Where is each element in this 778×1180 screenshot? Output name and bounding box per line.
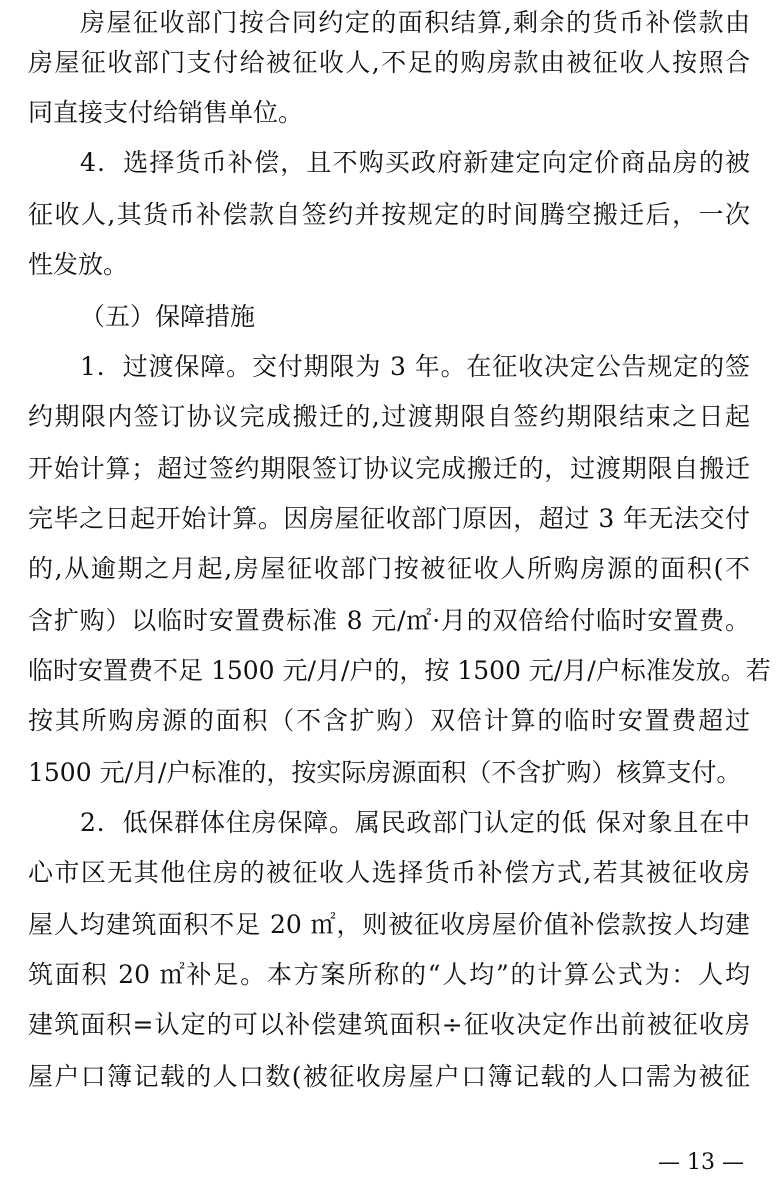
- body-text-line: 开始计算；超过签约期限签订协议完成搬迁的，过渡期限自搬迁: [28, 454, 750, 483]
- body-text-line: 临时安置费不足 1500 元/月/户的，按 1500 元/月/户标准发放。若: [28, 656, 771, 685]
- body-text-line: 房屋征收部门支付给被征收人,不足的购房款由被征收人按照合: [28, 48, 750, 77]
- body-text-line: 含扩购）以临时安置费标准 8 元/㎡·月的双倍给付临时安置费。: [28, 606, 750, 635]
- body-text-line: 1500 元/月/户标准的，按实际房源面积（不含扩购）核算支付。: [28, 758, 742, 787]
- body-text-line: 4．选择货币补偿，且不购买政府新建定向定价商品房的被: [80, 148, 750, 177]
- page-number: — 13 —: [658, 1150, 744, 1175]
- body-text-line: 约期限内签订协议完成搬迁的,过渡期限自签约期限结束之日起: [28, 402, 750, 431]
- body-text-line: 按其所购房源的面积（不含扩购）双倍计算的临时安置费超过: [28, 706, 750, 735]
- body-text-line: 同直接支付给销售单位。: [28, 98, 304, 127]
- body-text-line: 心市区无其他住房的被征收人选择货币补偿方式,若其被征收房: [28, 858, 750, 887]
- body-text-line: 2．低保群体住房保障。属民政部门认定的低 保对象且在中: [80, 808, 750, 837]
- body-text-line: 屋户口簿记载的人口数(被征收房屋户口簿记载的人口需为被征: [28, 1062, 750, 1091]
- body-text-line: 屋人均建筑面积不足 20 ㎡，则被征收房屋价值补偿款按人均建: [28, 910, 750, 939]
- body-text-line: 完毕之日起开始计算。因房屋征收部门原因，超过 3 年无法交付: [28, 504, 750, 533]
- body-text-line: 房屋征收部门按合同约定的面积结算,剩余的货币补偿款由: [80, 8, 750, 37]
- body-text-line: 性发放。: [28, 250, 129, 279]
- body-text-line: 的,从逾期之月起,房屋征收部门按被征收人所购房源的面积(不: [28, 554, 750, 583]
- section-heading: （五）保障措施: [80, 302, 256, 331]
- body-text-line: 1．过渡保障。交付期限为 3 年。在征收决定公告规定的签: [80, 352, 750, 381]
- body-text-line: 筑面积 20 ㎡补足。本方案所称的“人均”的计算公式为：人均: [28, 960, 750, 989]
- body-text-line: 征收人,其货币补偿款自签约并按规定的时间腾空搬迁后，一次: [28, 200, 750, 229]
- body-text-line: 建筑面积=认定的可以补偿建筑面积÷征收决定作出前被征收房: [28, 1010, 750, 1039]
